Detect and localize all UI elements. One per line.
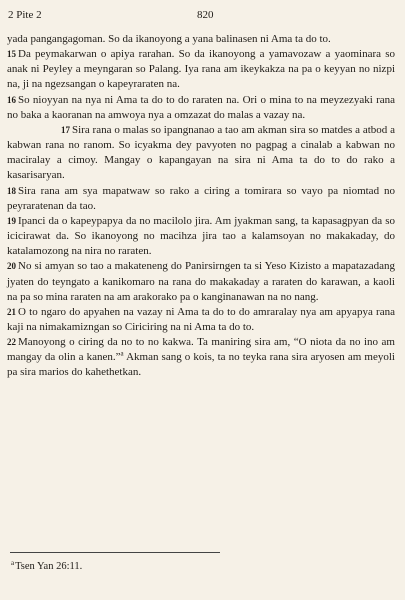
verse-text: Manoyong o ciring da no to no kakwa. Ta maniring sira am, “O niota da no ino am mangay da olin a kanen.” — [7, 336, 395, 364]
footnote-mark: a — [11, 558, 15, 567]
verse-17 — [7, 123, 395, 184]
verse-18 — [7, 184, 395, 214]
verse-number: 21 — [7, 306, 16, 317]
verse-number: 17 — [61, 124, 70, 135]
page-number: 820 — [197, 9, 214, 21]
verse-number: 20 — [7, 261, 16, 272]
verse-22 — [7, 335, 395, 380]
footnote-text: Tsen Yan 26:11. — [15, 561, 83, 572]
verse-19 — [7, 214, 395, 259]
book-chapter-reference: 2 Pite 2 — [8, 9, 42, 21]
verse-number: 22 — [7, 337, 16, 348]
verse-number: 16 — [7, 94, 16, 105]
verse-15 — [7, 47, 395, 92]
verse-text: yada pangangagoman. So da ikanoyong a yana balinasen ni Ama ta do to. — [7, 33, 331, 45]
verse-continuation — [7, 32, 395, 47]
page-header — [8, 8, 397, 22]
verse-text: Ipanci da o kapeypapya da no macilolo jira. Am jyakman sang, ta kapasagpyan da so icicirawat da. So ikanoyong no macihza jira tao a kalamsoyan no makakaday, do katalamozong na nira no raraten. — [7, 214, 395, 258]
verse-21 — [7, 305, 395, 335]
verse-text: Sira rana am sya mapatwaw so rako a ciring a tomirara so vayo pa niomtad no peyraratenan da tao. — [7, 184, 395, 212]
footnote-divider — [10, 552, 220, 553]
footnote-reference[interactable]: a — [120, 349, 124, 358]
verse-text: Sira rana o malas so ipangnanao a tao am akman sira so matdes a atbod a kabwan rana no ranom. So icyakma dey pavyoten no pagpag a cinalab a kabwan no maciralay a cimoy. Mangay o kapangayan na sira ni Ama ta do to do rako a kasarisaryan. — [7, 123, 395, 182]
verse-number: 15 — [7, 49, 16, 60]
verse-number: 19 — [7, 215, 16, 226]
verse-text: No si amyan so tao a makateneng do Panirsirngen ta si Yeso Kizisto a mapatazadang jyaten do teyngato a kanikomaro na rana do makakaday a raraten do karawan, a kaoli na pa so mina raraten na am arakorako pa o kanginanawan na no nang. — [7, 260, 395, 303]
verse-text: O to ngaro do apyahen na vazay ni Ama ta do to do amraralay nya am apyapya rana kaji na nimakamizngan so Ciriciring na ni Ama ta do to. — [7, 305, 395, 333]
scripture-text — [7, 32, 395, 381]
verse-text: Da peymakarwan o apiya rarahan. So da ikanoyong a yamavozaw a yaominara so anak ni Peyley a meyngaran so Palang. Iya rana am ikeykakza na pa o keyyan no nizpi na, ji na ngezsangan o kapeyraraten na. — [7, 48, 395, 91]
verse-20 — [7, 259, 395, 304]
verse-text: So nioyyan na nya ni Ama ta do to do raraten na. Ori o mina to na meyzezyaki rana no baka a kaoranan na amwoya nya a omzazat do malas a vazay na. — [7, 93, 395, 121]
verse-16 — [7, 93, 395, 123]
verse-text: Akman sang o kois, ta no teyka rana sira aryosen am meyoli pa sira marios do kahethetkan. — [7, 351, 395, 379]
footnote — [11, 560, 82, 573]
verse-number: 18 — [7, 185, 16, 196]
